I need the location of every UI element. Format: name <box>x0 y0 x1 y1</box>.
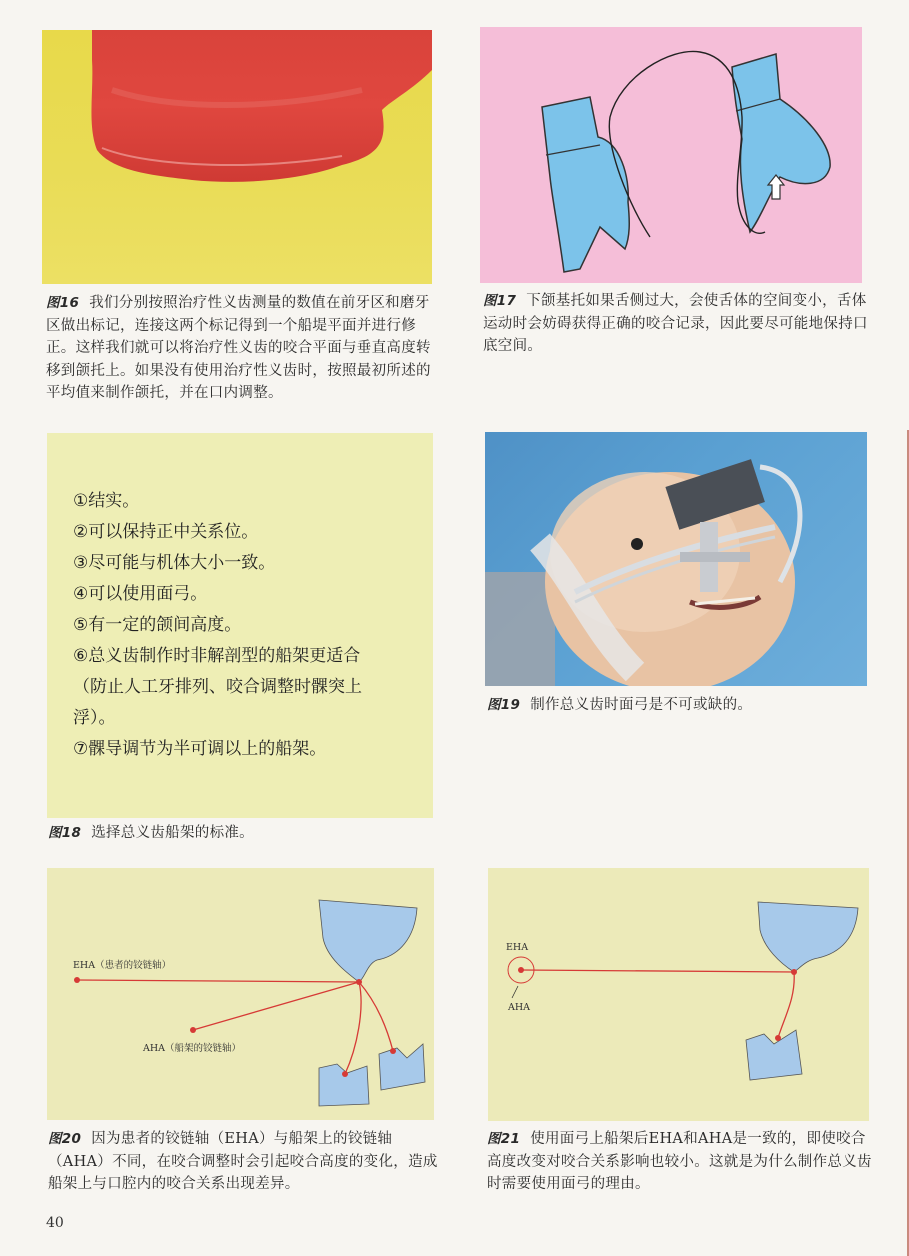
mandibular-base-diagram <box>480 27 862 283</box>
figure-20-caption <box>48 1128 444 1196</box>
left-tooth-shape <box>542 97 629 272</box>
wax-rim-illustration <box>42 30 432 284</box>
criteria-item: ③尽可能与机体大小一致。 <box>73 553 276 573</box>
figure-18-number: 图18 <box>48 825 82 841</box>
lower-tooth-right <box>379 1044 425 1090</box>
hinge-axis-diagram-21 <box>488 868 869 1121</box>
aha-label: AHA <box>508 1002 531 1013</box>
upper-tooth-shape <box>758 902 858 972</box>
criteria-item: ②可以保持正中关系位。 <box>73 522 259 542</box>
eha-label: EHA（患者的铰链轴） <box>73 960 172 971</box>
figure-20-caption-text: 因为患者的铰链轴（EHA）与船架上的铰链轴（AHA）不同，在咬合调整时会引起咬合高度的变化，造成船架上与口腔内的咬合关系出现差异。 <box>48 1131 438 1192</box>
eha-point <box>74 977 80 983</box>
figure-18-box <box>47 433 433 818</box>
eha-label: EHA <box>506 942 529 953</box>
figure-17-number: 图17 <box>483 293 517 309</box>
figure-17-caption-text: 下颌基托如果舌侧过大，会使舌体的空间变小，舌体运动时会妨碍获得正确的咬合记录，因此要尽可能地保持口底空间。 <box>483 293 868 354</box>
eha-aha-point <box>518 967 524 973</box>
figure-17-diagram <box>480 27 862 283</box>
criteria-item: （防止人工牙排列、咬合调整时髁突上 <box>73 677 362 697</box>
figure-21-diagram <box>488 868 869 1121</box>
criteria-item: ①结实。 <box>73 491 140 511</box>
figure-16-photo <box>42 30 432 284</box>
figure-18-caption <box>48 822 440 845</box>
right-tooth-shape <box>732 54 830 232</box>
figure-20-diagram <box>47 868 434 1120</box>
criteria-item: 浮）。 <box>73 708 116 728</box>
hinge-axis-diagram-20 <box>47 868 434 1120</box>
figure-19-photo <box>485 432 867 686</box>
lower-tooth-left <box>319 1064 369 1106</box>
figure-21-caption-text: 使用面弓上船架后EHA和AHA是一致的，即使咬合高度改变对咬合关系影响也较小。这就是为什么制作总义齿时需要使用面弓的理由。 <box>487 1131 872 1192</box>
figure-17-caption <box>483 290 869 358</box>
face-bow-illustration <box>485 432 867 686</box>
figure-19-caption-text: 制作总义齿时面弓是不可或缺的。 <box>530 697 753 713</box>
articulator-criteria-list <box>73 486 362 765</box>
figure-16-caption <box>46 292 438 405</box>
figure-21-number: 图21 <box>487 1131 521 1147</box>
figure-21-caption <box>487 1128 879 1196</box>
lower-tooth-shape <box>746 1030 802 1080</box>
criteria-item: ⑦髁导调节为半可调以上的船架。 <box>73 739 327 759</box>
page-number: 40 <box>46 1215 64 1231</box>
figure-19-number: 图19 <box>487 697 521 713</box>
criteria-item: ④可以使用面弓。 <box>73 584 208 604</box>
upper-tooth-shape <box>319 900 417 982</box>
criteria-item: ⑤有一定的颌间高度。 <box>73 615 242 635</box>
figure-18-caption-text: 选择总义齿船架的标准。 <box>91 825 254 841</box>
aha-point <box>190 1027 196 1033</box>
figure-20-number: 图20 <box>48 1131 82 1147</box>
criteria-item: ⑥总义齿制作时非解剖型的船架更适合 <box>73 646 361 666</box>
aha-label: AHA（船架的铰链轴） <box>143 1043 242 1054</box>
figure-16-number: 图16 <box>46 295 80 311</box>
figure-16-caption-text: 我们分别按照治疗性义齿测量的数值在前牙区和磨牙区做出标记，连接这两个标记得到一个船堤平面并进行修正。这样我们就可以将治疗性义齿的咬合平面与垂直高度转移到颌托上。如果没有使用治疗性义齿时，按照最初所述的平均值来制作颌托，并在口内调整。 <box>46 295 431 401</box>
figure-19-caption <box>487 694 867 717</box>
